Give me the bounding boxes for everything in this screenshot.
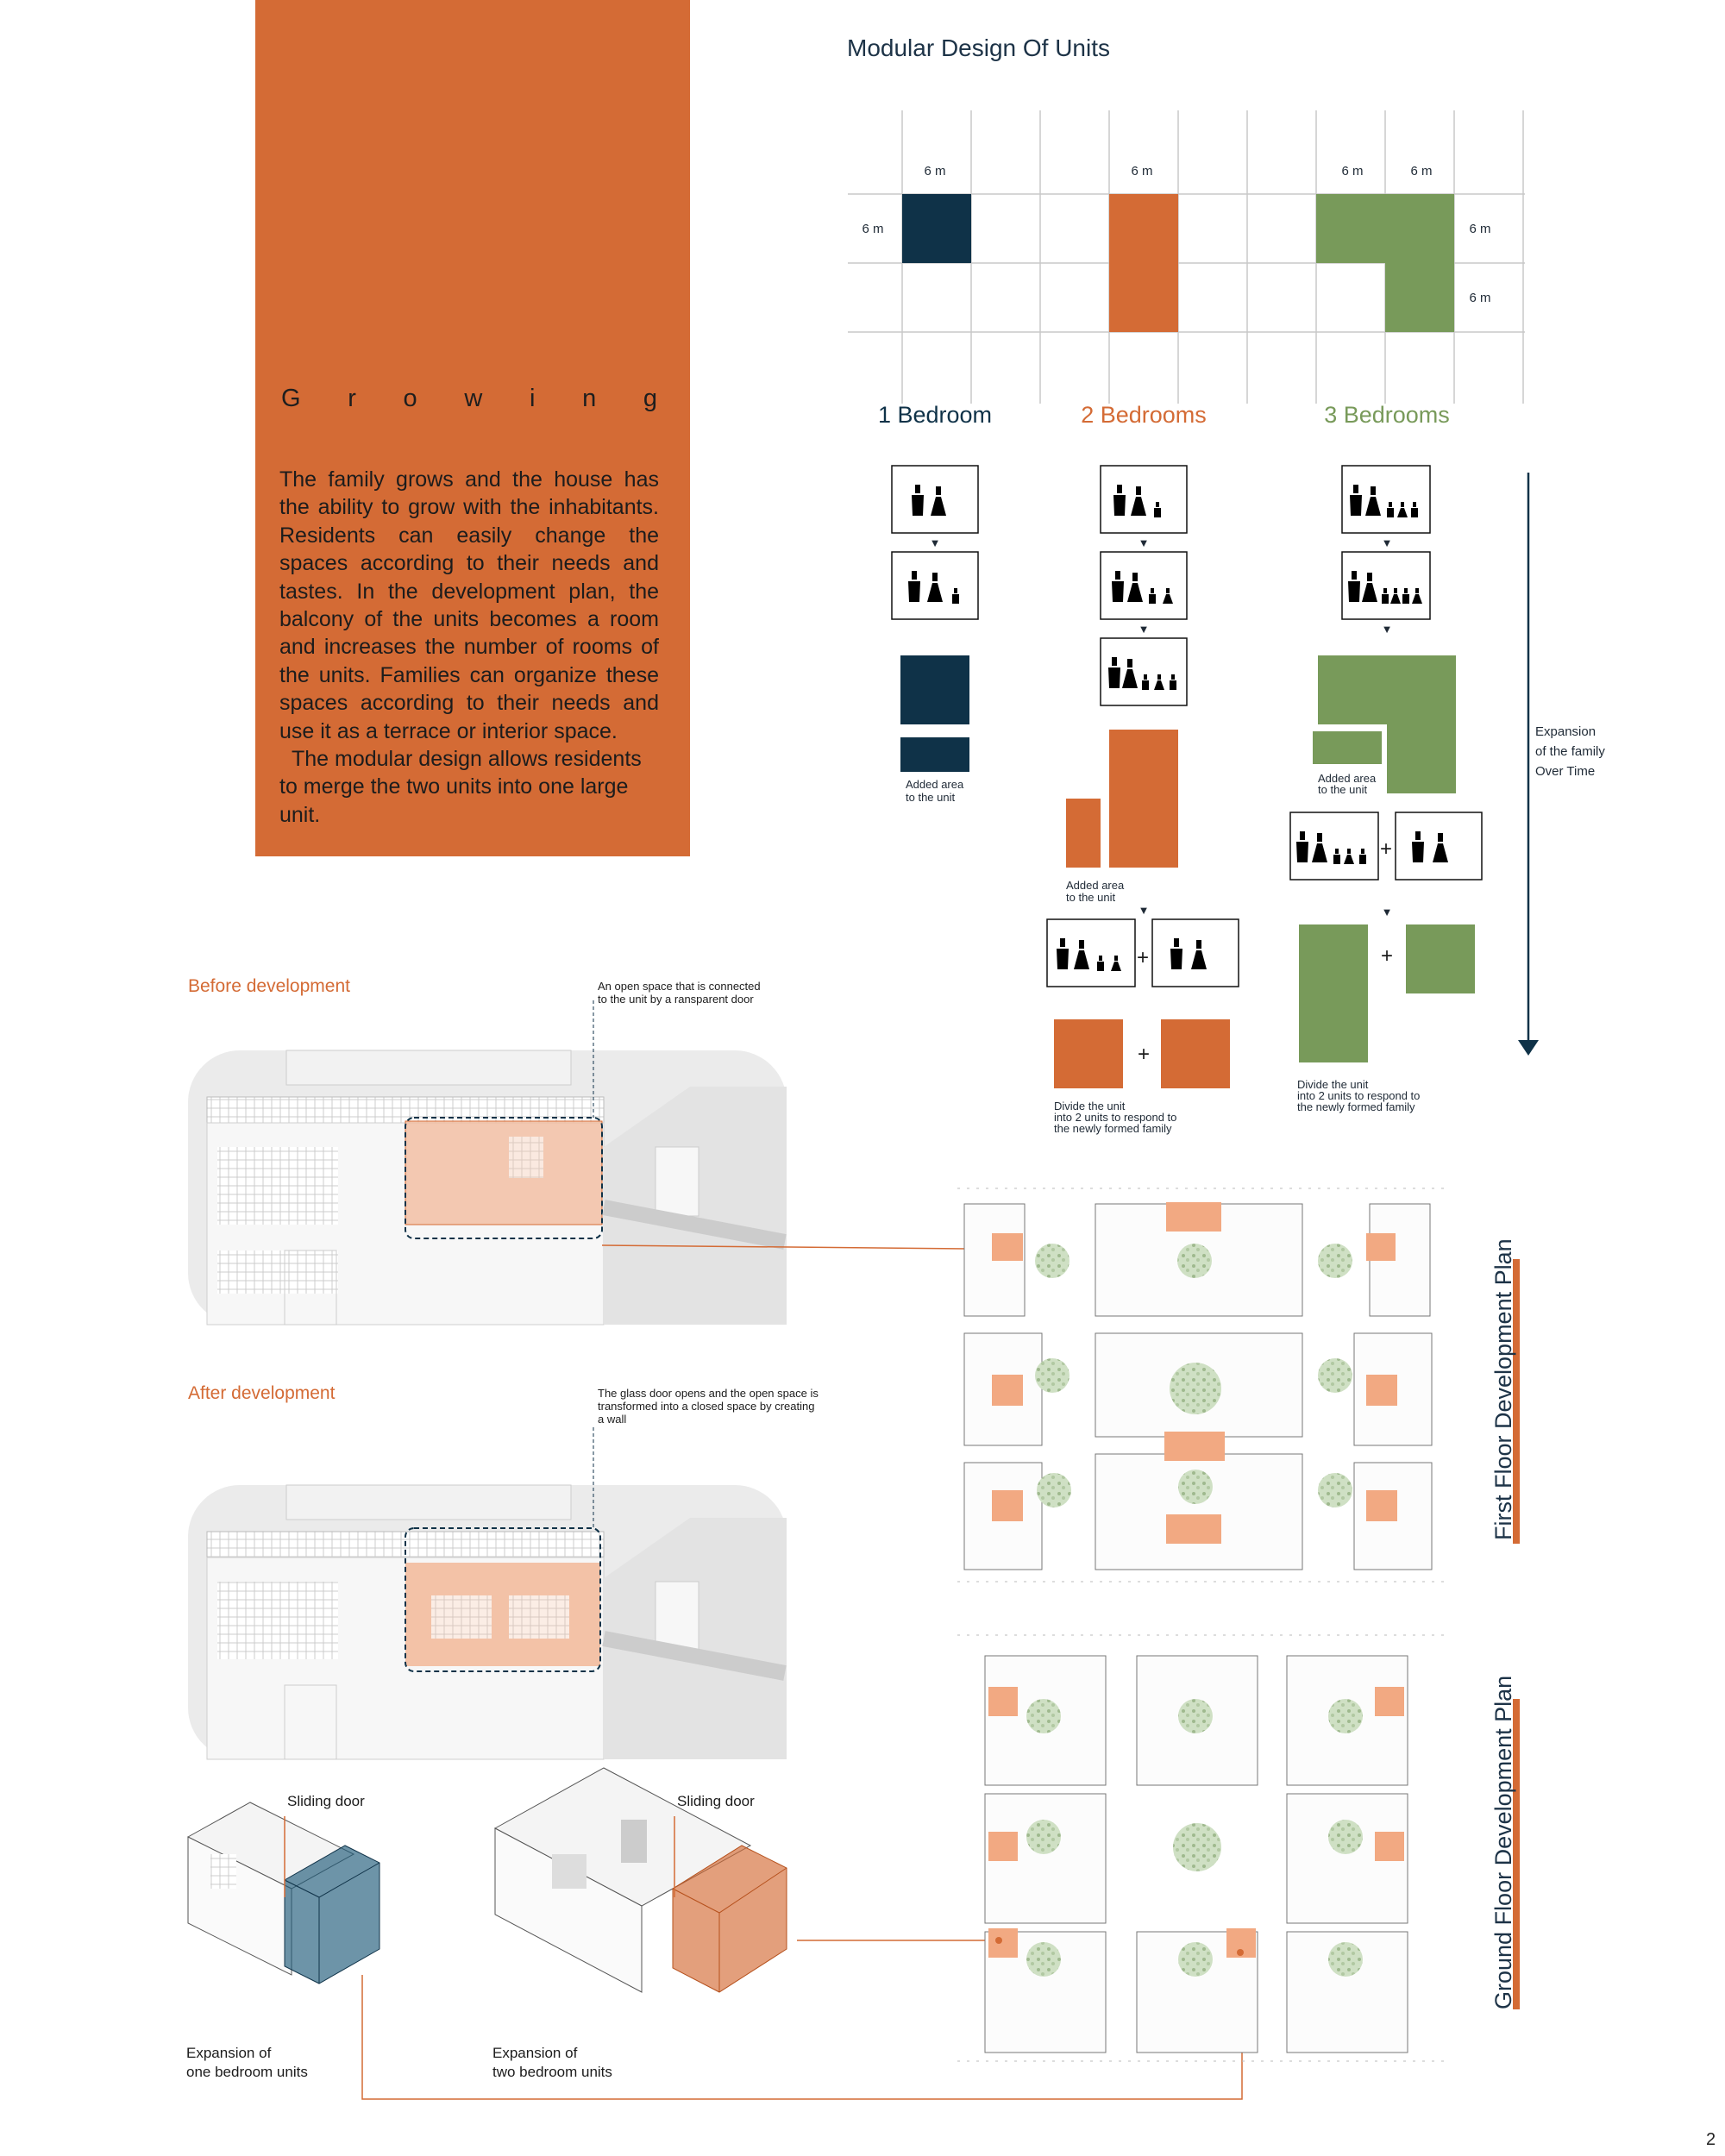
divide-label: into 2 units to respond to (1297, 1089, 1421, 1102)
divide-label: the newly formed family (1054, 1122, 1172, 1135)
plus-sign: + (1136, 946, 1150, 969)
added-area-label: to the unit (1318, 783, 1368, 796)
down-arrow-icon: ▼ (1138, 536, 1150, 549)
heading-letter: G (281, 385, 301, 412)
one-bedroom-axonometric (188, 1802, 380, 1984)
caption-line: two bedroom units (492, 2064, 612, 2080)
ground-floor-title: Ground Floor Development Plan (1490, 1675, 1516, 2009)
caption-line: Expansion of (492, 2045, 578, 2061)
unit-label-2: 2 Bedrooms (1081, 402, 1207, 428)
family-box (1101, 552, 1187, 619)
page-number: 2 (1706, 2130, 1716, 2149)
three-bedroom-added-area (1313, 731, 1382, 764)
one-bedroom-module (902, 194, 971, 263)
heading-letter: r (348, 385, 356, 412)
dim-label: 6 m (1131, 164, 1153, 179)
two-bedroom-added-area (1066, 799, 1101, 868)
added-area-label: to the unit (1066, 891, 1116, 904)
heading-letter: i (529, 385, 536, 412)
divided-unit-b (1406, 924, 1475, 993)
plus-sign: + (1379, 837, 1393, 861)
divided-unit-a (1054, 1019, 1123, 1088)
down-arrow-icon: ▼ (1381, 536, 1393, 549)
modular-title: Modular Design Of Units (847, 34, 1111, 61)
family-box (892, 552, 978, 619)
description-paragraph: The family grows and the house has the ability to grow with the inhabitants. Residents can easily change the spaces according to their needs and tastes. In the development plan, the balcony of the units becomes a room and increases the number of rooms of the units. Families can organize these spaces according to their needs and use it as a terrace or interior space. (279, 467, 659, 743)
added-area-label: Added area (906, 778, 964, 791)
one-bedroom-added-area (900, 737, 969, 772)
divide-label: Divide the unit (1054, 1100, 1126, 1112)
note-line: a wall (598, 1413, 627, 1426)
first-floor-title: First Floor Development Plan (1490, 1238, 1516, 1540)
unit-label-3: 3 Bedrooms (1324, 402, 1450, 428)
first-floor-plan (957, 1188, 1449, 1582)
dim-label: 6 m (862, 222, 884, 236)
after-development-label: After development (188, 1383, 336, 1403)
caption-line: one bedroom units (186, 2064, 308, 2080)
dim-label: 6 m (1410, 164, 1433, 179)
family-box (1290, 812, 1378, 880)
family-box (1342, 466, 1430, 533)
expansion-label: Expansion (1535, 724, 1596, 739)
after-development-render (188, 1427, 787, 1759)
down-arrow-icon: ▼ (1381, 906, 1393, 918)
dim-label: 6 m (1469, 291, 1491, 305)
family-box (1047, 919, 1135, 987)
two-bedroom-unit (1109, 730, 1178, 868)
before-note (598, 980, 761, 1006)
before-development-label: Before development (188, 976, 350, 996)
after-note (598, 1387, 819, 1426)
expansion-one-caption (186, 2044, 308, 2082)
one-bedroom-unit (900, 655, 969, 724)
expansion-label: of the family (1535, 744, 1605, 759)
added-area-label: to the unit (906, 791, 956, 804)
description-paragraph: The modular design allows residents to merge the two units into one large unit. (279, 747, 642, 827)
dim-label: 6 m (1341, 164, 1364, 179)
down-arrow-icon: ▼ (929, 536, 941, 549)
heading-letter: w (464, 385, 483, 412)
sliding-door-label: Sliding door (287, 1793, 365, 1809)
caption-line: Expansion of (186, 2045, 272, 2061)
dim-label: 6 m (924, 164, 946, 179)
added-area-label: Added area (1318, 772, 1377, 785)
family-box (892, 466, 978, 533)
divide-label: the newly formed family (1297, 1100, 1415, 1113)
divided-unit-a (1299, 924, 1368, 1062)
down-arrow-icon: ▼ (1138, 623, 1150, 636)
before-development-render (188, 1000, 966, 1325)
family-box (1342, 552, 1430, 619)
note-line: transformed into a closed space by creating (598, 1400, 815, 1413)
family-box (1152, 919, 1239, 987)
family-box (1101, 638, 1187, 705)
family-box (1396, 812, 1482, 880)
divide-label: Divide the unit (1297, 1078, 1369, 1091)
three-bedroom-module (1316, 194, 1454, 332)
ground-floor-plan (957, 1635, 1449, 2061)
heading-letter: o (403, 385, 417, 412)
expansion-two-caption (492, 2044, 612, 2082)
plus-sign: + (1137, 1043, 1151, 1066)
divide-label: into 2 units to respond to (1054, 1111, 1177, 1124)
dim-label: 6 m (1469, 222, 1491, 236)
heading-letter: g (643, 385, 657, 412)
down-arrow-icon: ▼ (1138, 904, 1150, 917)
unit-label-1: 1 Bedroom (877, 402, 993, 428)
expansion-label: Over Time (1535, 764, 1596, 779)
sliding-door-label: Sliding door (677, 1793, 755, 1809)
family-box (1101, 466, 1187, 533)
plus-sign: + (1380, 944, 1394, 968)
divided-unit-b (1161, 1019, 1230, 1088)
note-line: to the unit by a ransparent door (598, 993, 754, 1006)
note-line: An open space that is connected (598, 980, 761, 993)
note-line: The glass door opens and the open space is (598, 1387, 819, 1400)
added-area-label: Added area (1066, 879, 1125, 892)
two-bedroom-module (1109, 194, 1178, 332)
heading-letter: n (582, 385, 597, 412)
down-arrow-icon: ▼ (1381, 623, 1393, 636)
